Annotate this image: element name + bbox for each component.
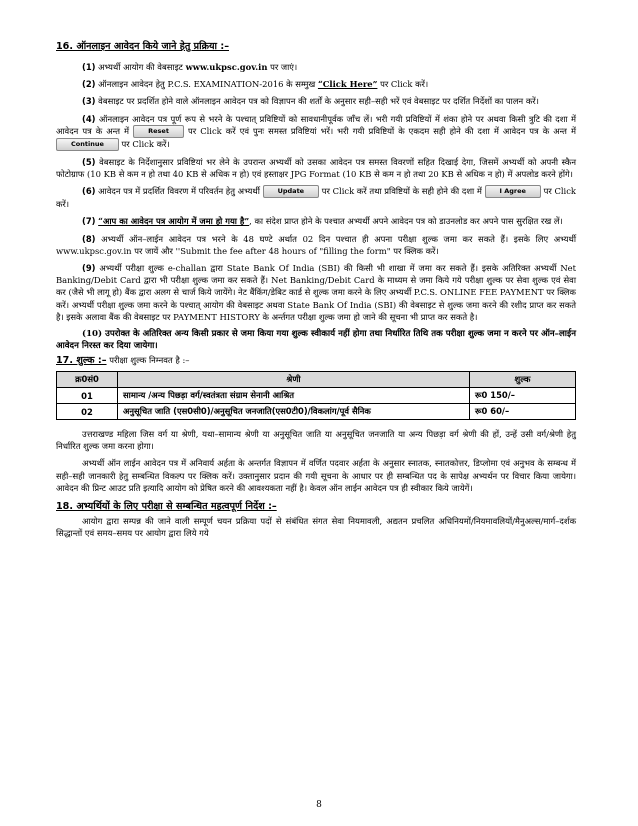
document-page	[56, 40, 576, 544]
step-text: अभ्यर्थी आयोग की वेबसाइट	[98, 62, 186, 72]
step-text: वेबसाइट के निर्देशानुसार प्रविष्टियां भर लेने के उपरान्त अभ्यर्थी को उसका आवेदन पत्र समस्त विवरणों सहित दिखाई देगा, जिसमें अभ्यर्थी को अपनी स्कैन फोटोग्राफ (10 KB से कम न हो तथा 40 KB से अधिक न हो) एवं हस्ताक्षर JPG Format (10 KB से कम न हो तथा 20 KB से अधिक न हो) में अपलोड करने होंगे।	[56, 156, 576, 180]
section-17-heading: 17. शुल्क :–	[56, 355, 107, 367]
table-cell: अनुसूचित जाति (एस0सी0)/अनुसूचित जनजाति(एस0टी0)/विकलांग/पूर्व सैनिक	[118, 404, 470, 420]
step-number: (6)	[82, 186, 96, 197]
table-cell: सामान्य /अन्य पिछड़ा वर्ग/स्वतंत्रता संग्राम सेनानी आश्रित	[118, 388, 470, 404]
step-text: अभ्यर्थी परीक्षा शुल्क e-challan द्वारा State Bank Of India (SBI) की किसी भी शाखा में जमा कर सकते हैं। इसके अतिरिक्त अभ्यर्थी Net Banking/Debit Card द्वारा भी परीक्षा शुल्क जमा कर सकते हैं। Net Banking/Debit Card के माध्यम से जमा किये गये परीक्षा शुल्क पर सेवा शुल्क एवं सेवा कर (जैसे भी लागू हो) बैंक द्वारा अलग से चार्ज किये जायेंगे। नेट बैंकिंग/डेबिट कार्ड से शुल्क जमा करने के लिए अभ्यर्थी P.C.S. ONLINE FEE PAYMENT पर क्लिक करें। अभ्यर्थी परीक्षा शुल्क जमा करने के पश्चात् आयोग की वेबसाइट अथवा State Bank Of India (SBI) की वेबसाइट से शुल्क जमा करने की रशीद प्राप्त कर सकते है। इसके अलावा बैंक की वेबसाइट पर PAYMENT HISTORY के अर्न्तगत परीक्षा शुल्क जमा हो जाने की सूचना भी प्राप्त कर सकते है।	[56, 263, 576, 322]
table-header-row	[57, 372, 576, 388]
section-18-heading: 18. अभ्यर्थियों के लिए परीक्षा से सम्बन्धित महत्वपूर्ण निर्देश :–	[56, 501, 277, 513]
step-2	[56, 78, 576, 90]
table-row	[57, 404, 576, 420]
table-cell: 02	[57, 404, 118, 420]
step-text: पर Click करें।	[118, 138, 170, 149]
step-text: अभ्यर्थी ऑन–लाईन आवेदन पत्र भरने के 48 घण्टे अर्थात 02 दिन पश्चात ही अपना परीक्षा शुल्क जमा कर सकते हैं। इसके लिए अभ्यर्थी www.ukpsc.gov.in पर जायें और ''Submit the fee after 48 hours of "filling the form" पर क्लिक करें।	[56, 233, 576, 256]
step-8	[56, 233, 576, 257]
click-here-link[interactable]: “Click Here”	[317, 79, 378, 90]
step-text: पर Click करें तथा प्रविष्टियों के सही होने की दशा में	[319, 186, 485, 197]
fee-intro-text: परीक्षा शुल्क निम्नवत है :–	[109, 355, 190, 366]
fee-note-qualification: अभ्यर्थी ऑन लाईन आवेदन पत्र में अनिवार्य अर्हता के अन्तर्गत विज्ञापन में वर्णित पदवार अर्हता के अनुसार स्नातक, स्नातकोत्तर, डिप्लोमा एवं अनुभव के सम्बन्ध में सही–सही जानकारी हेतु सम्बन्धित विकल्प पर क्लिक करें। उक्तानुसार प्रदान की गयी सूचना के आधार पर ही सम्बन्धित पद के सापेक्ष अभ्यर्थन पर विचार किया जायेगा। आवेदन की प्रिन्ट आउट प्रति इत्यादि आयोग को प्रेषित करने की आवश्यकता नहीं है। केवल ऑन लाईन आवेदन पत्र ही स्वीकार किये जायेगें।	[56, 458, 576, 493]
column-header: श्रेणी	[118, 372, 470, 388]
step-text: पर Click करें।	[56, 186, 576, 210]
step-text: ऑनलाइन आवेदन हेतु P.C.S. EXAMINATION-2016 के सम्मुख	[98, 79, 318, 90]
column-header: शुल्क	[470, 372, 576, 388]
table-cell: 01	[57, 388, 118, 404]
step-text: आवेदन पत्र में प्रदर्शित विवरण में परिवर्तन हेतु अभ्यर्थी	[98, 186, 263, 197]
step-7	[56, 215, 576, 227]
reset-button[interactable]: Reset	[133, 125, 184, 138]
step-1	[56, 61, 576, 73]
fee-note-women: उत्तराखण्ड महिला जिस वर्ग या श्रेणी, यथा–सामान्य श्रेणी या अनुसूचित जाति या अनुसूचित जनजाति या अन्य पिछड़ा वर्ग श्रेणी की हों, उन्हें उसी वर्ग/श्रेणी हेतु निर्धारित शुल्क जमा करना होगा।	[56, 429, 576, 452]
step-text: पर Click करें।	[377, 79, 429, 90]
step-text: , का संदेश प्राप्त होने के पश्चात अभ्यर्थी अपने आवेदन पत्र को डाउनलोड कर अपने पास सुरक्षित रख लें।	[249, 216, 563, 227]
step-number: (1)	[82, 62, 96, 72]
step-number: (7)	[82, 216, 96, 227]
section-17-header	[56, 354, 576, 367]
step-6	[56, 185, 576, 210]
table-row	[57, 388, 576, 404]
table-cell: रू0 60/–	[470, 404, 576, 420]
page-number: 8	[316, 800, 322, 810]
table-cell: रू0 150/–	[470, 388, 576, 404]
step-number: (9)	[82, 263, 96, 274]
step-3	[56, 95, 576, 107]
submission-message: “आप का आवेदन पत्र आयोग में जमा हो गया है”	[98, 216, 250, 227]
column-header: क्र0सं0	[57, 372, 118, 388]
step-number: (8)	[82, 233, 96, 244]
step-4	[56, 113, 576, 151]
step-number: (5)	[82, 156, 96, 167]
step-text: पर Click करें एवं पुनः समस्त प्रविष्टियां भरें। भरी गयी प्रविष्टियों के एकदम सही होने की दशा में आवेदन पत्र के अन्त में	[183, 125, 577, 136]
step-number: (10)	[82, 329, 103, 340]
website-link[interactable]: www.ukpsc.gov.in	[185, 62, 268, 72]
step-number: (2)	[82, 79, 96, 90]
step-9	[56, 262, 576, 323]
step-text: वेबसाइट पर प्रदर्शित होने वाले ऑनलाइन आवेदन पत्र को विज्ञापन की शर्तों के अनुसार सही–सही भरें एवं वेबसाइट पर दर्शित निर्देशों का पालन करें।	[98, 96, 539, 107]
step-text: उपरोक्त के अतिरिक्त अन्य किसी प्रकार से जमा किया गया शुल्क स्वीकार्य नहीं होगा तथा निर्धारित तिथि तक परीक्षा शुल्क जमा न करने पर ऑन–लाईन आवेदन निरस्त कर दिया जायेगा।	[56, 329, 576, 352]
step-text: ऑनलाइन आवेदन पत्र पूर्ण रूप से भरने के पश्चात् प्रविष्टियों को सावधानीपूर्वक जाँच लें। भरी गयी प्रविष्टियों में शंका होने पर अथवा किसी त्रुटि की दशा में आवेदन पत्र के अन्त में	[56, 113, 576, 136]
section-18-text: आयोग द्वारा सम्पन्न की जाने वाली सम्पूर्ण चयन प्रक्रिया पदों से संबंधित संगत सेवा नियमावली, अद्यतन प्रचलित अधिनियमों/नियमावलियों/मैनुअल्स/मार्ग–दर्शक सिद्धान्तों एवं समय–समय पर आयोग द्वारा लिये गये	[56, 516, 576, 539]
step-text: पर जाएं।	[267, 62, 298, 72]
update-button[interactable]: Update	[263, 185, 320, 198]
step-10	[56, 328, 576, 352]
step-5	[56, 156, 576, 180]
section-16-heading: 16. ऑनलाइन आवेदन किये जाने हेतु प्रक्रिया :–	[56, 41, 229, 52]
fee-table	[56, 371, 576, 420]
step-number: (3)	[82, 96, 96, 107]
i-agree-button[interactable]: I Agree	[485, 185, 541, 198]
continue-button[interactable]: Continue	[56, 138, 119, 151]
step-number: (4)	[82, 113, 96, 124]
